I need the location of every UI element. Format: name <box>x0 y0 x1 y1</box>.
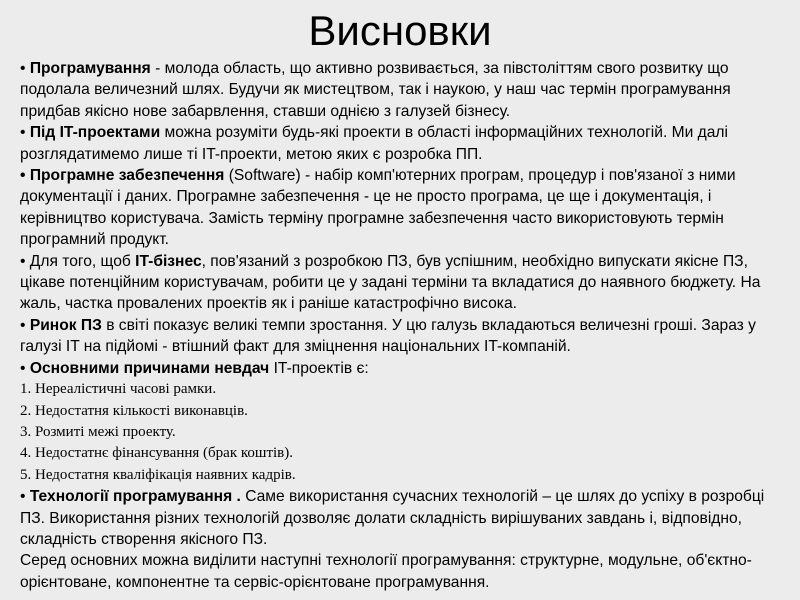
bullet: • <box>20 316 26 334</box>
term-technologies: Технології програмування . <box>29 488 241 506</box>
paragraph-software <box>20 165 792 251</box>
list-item: 4. Недостатнє фінансування (брак коштів). <box>20 445 293 462</box>
paragraph-text: в світі показує великі темпи зростання. У цю галузь вкладаються величезні гроші. Зараз у галузі IT на підйомі - втішний факт для зміцнення національних IT-компаній. <box>20 316 756 356</box>
bullet: • <box>20 359 26 377</box>
term-programming: Програмування <box>29 60 151 77</box>
term-it-projects: Під IT-проектами <box>29 124 161 142</box>
list-item: 3. Розмиті межі проекту. <box>20 423 176 440</box>
paragraph-text: , пов'язаний з розробкою ПЗ, був успішним, необхідно випускати якісне ПЗ, цікаве потенційним користувачам, робити це у задані терміни та вкладатися до наявного бюджету. На жаль, частка провалених проектів як і раніше катастрофічно висока. <box>20 252 761 313</box>
paragraph-text: IT-проектів є: <box>269 359 369 377</box>
paragraph-it-projects <box>20 122 792 165</box>
bullet: • <box>20 167 26 185</box>
paragraph-software-market <box>20 315 792 358</box>
paragraph-technologies <box>20 486 792 550</box>
list-item: 1. Нереалістичні часові рамки. <box>20 381 217 398</box>
paragraph-it-business <box>20 251 792 315</box>
list-item: 2. Недостатня кількості виконавців. <box>20 402 248 419</box>
slide-body <box>20 58 792 593</box>
bullet: • <box>20 488 26 506</box>
bullet: • <box>20 252 26 270</box>
paragraph-text: - молода область, що активно розвивається, за півстоліттям свого розвитку що подолала величезний шлях. Будучи як мистецтвом, так і наукою, у наш час термін програмування придбав якісно нове забарвлення, ставши однією з галузей бізнесу. <box>20 60 731 120</box>
paragraph-text: можна розуміти будь-які проекти в області інформаційних технологій. Ми далі розглядатимемо лише ті IT-проекти, метою яких є розробка ПП. <box>20 124 728 163</box>
paragraph-text: Саме використання сучасних технологій – це шлях до успіху в розробці ПЗ. Використання різних технологій дозволяє долати складність вирішуваних завдань і, відповідно, складність створення якісного ПЗ. <box>20 488 765 548</box>
term-software-market: Ринок ПЗ <box>29 316 102 334</box>
paragraph-text-before: Для того, щоб <box>25 252 136 270</box>
term-failure-reasons: Основними причинами невдач <box>29 359 270 377</box>
paragraph-programming <box>20 58 792 122</box>
paragraph-text: (Software) - набір комп'ютерних програм, процедур і пов'язаної з ними документації і даних. Програмне забезпечення - це не просто програма, це ще і документація, і керівництво користувача. Замість терміну програмне забезпечення часто використовують термін програмний продукт. <box>20 167 736 249</box>
paragraph-closing: Серед основних можна виділити наступні технології програмування: структурне, модульне, об'єктно-орієнтоване, компонентне та сервіс-орієнтоване програмування. <box>20 552 752 591</box>
paragraph-failure-reasons <box>20 358 792 379</box>
list-item: 5. Недостатня кваліфікація наявних кадрів. <box>20 466 296 483</box>
term-software: Програмне забезпечення <box>29 167 225 185</box>
term-it-business: IT-бізнес <box>135 252 202 270</box>
slide-title: Висновки <box>308 7 492 54</box>
failure-reasons-list <box>20 379 792 486</box>
bullet: • <box>20 60 26 77</box>
bullet: • <box>20 124 26 142</box>
